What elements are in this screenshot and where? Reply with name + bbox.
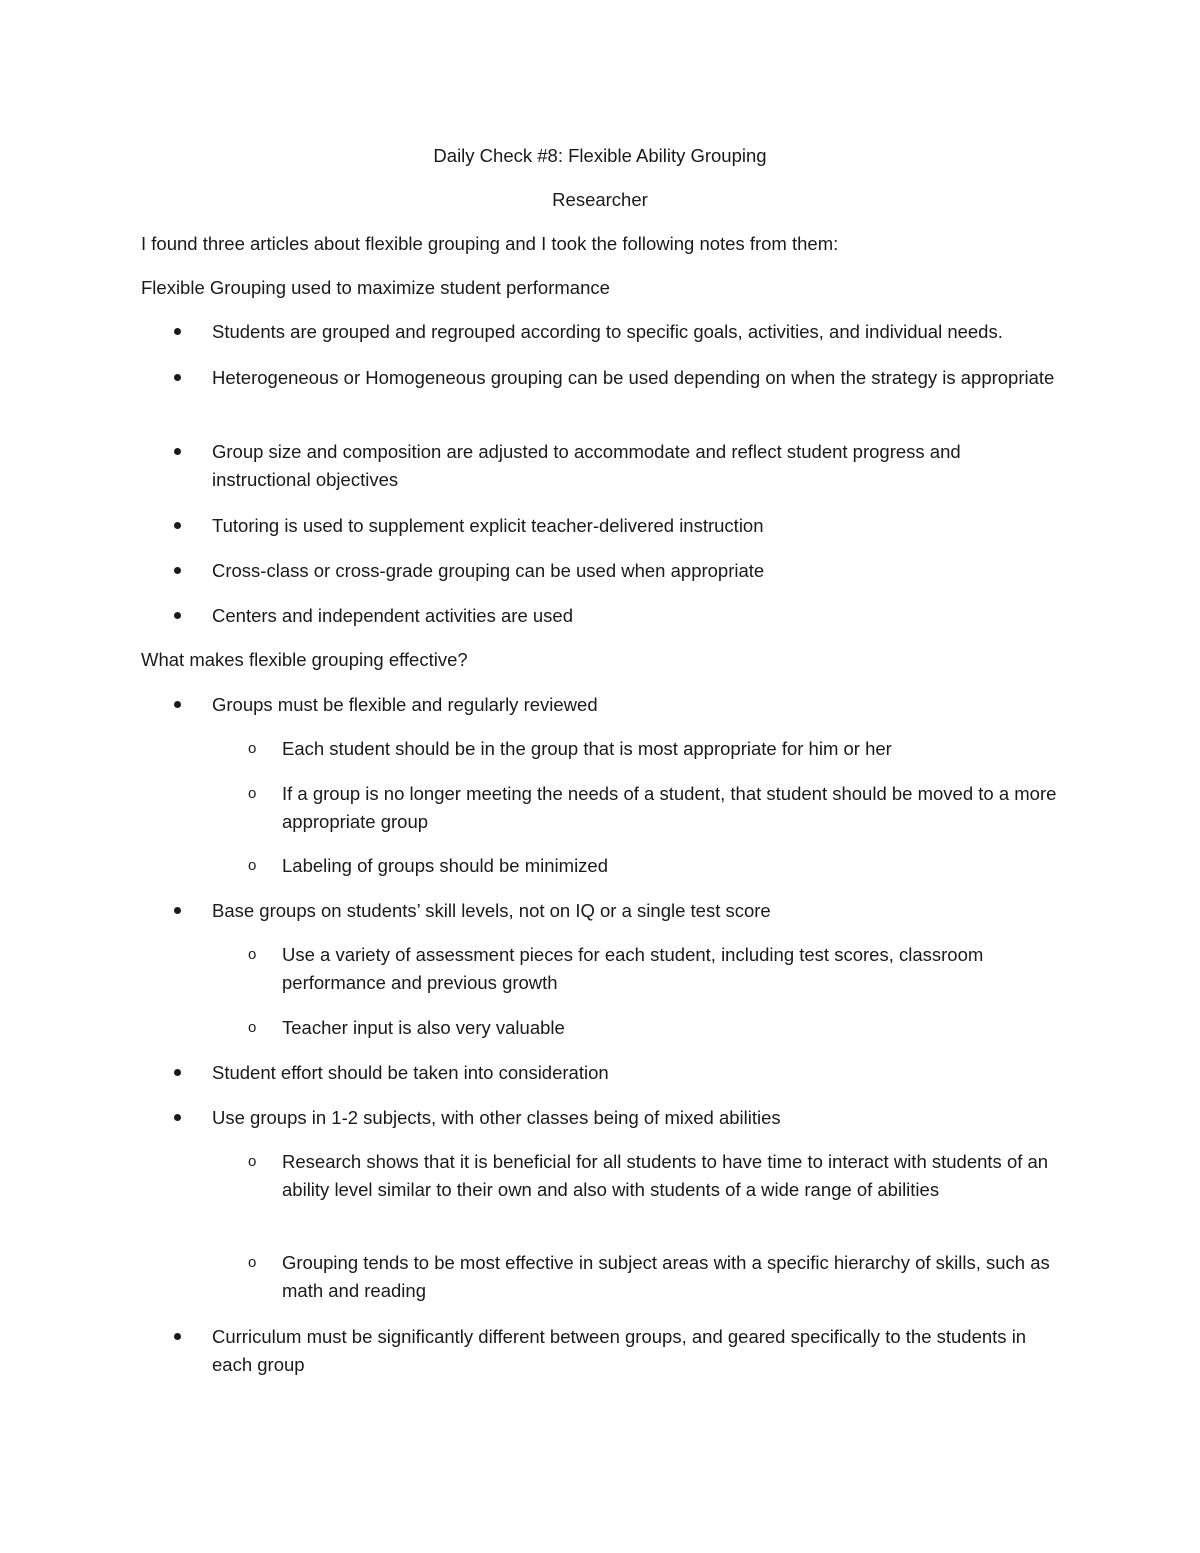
sub-bullet-icon: o <box>248 1019 257 1036</box>
sub-list-item-text: Grouping tends to be most effective in subject areas with a specific hierarchy of skills, such as math and reading <box>282 1252 1050 1301</box>
list-item-text: Cross-class or cross-grade grouping can be used when appropriate <box>212 560 765 581</box>
bullet-icon <box>174 374 181 381</box>
sub-list-item-text: Research shows that it is beneficial for all students to have time to interact with students of an ability level similar to their own and also with students of a wide range of abilities <box>282 1151 1049 1200</box>
sub-bullet-icon: o <box>248 740 257 757</box>
bullet-icon <box>174 328 181 335</box>
list-item-text: Students are grouped and regrouped according to specific goals, activities, and individual needs. <box>212 321 1003 342</box>
list-item-text: Use groups in 1-2 subjects, with other classes being of mixed abilities <box>212 1107 781 1128</box>
bullet-icon <box>174 1069 181 1076</box>
section-heading-performance: Flexible Grouping used to maximize student performance <box>141 277 610 298</box>
author-role: Researcher <box>552 189 648 210</box>
sub-bullet-icon: o <box>248 785 257 802</box>
list-item-text: Centers and independent activities are used <box>212 605 573 626</box>
bullet-icon <box>174 567 181 574</box>
list-item-text: Heterogeneous or Homogeneous grouping can be used depending on when the strategy is appropriate <box>212 367 1055 388</box>
sub-list-item-text: Each student should be in the group that is most appropriate for him or her <box>282 738 892 759</box>
bullet-icon <box>174 448 181 455</box>
intro-paragraph: I found three articles about flexible grouping and I took the following notes from them: <box>141 233 839 254</box>
list-item-text: Student effort should be taken into consideration <box>212 1062 609 1083</box>
bullet-icon <box>174 522 181 529</box>
document-title: Daily Check #8: Flexible Ability Grouping <box>433 145 767 166</box>
bullet-icon <box>174 1114 181 1121</box>
bullet-icon <box>174 612 181 619</box>
bullet-icon <box>174 907 181 914</box>
sub-bullet-icon: o <box>248 1254 257 1271</box>
sub-list-item-text: If a group is no longer meeting the needs of a student, that student should be moved to a more appropriate group <box>282 783 1057 832</box>
list-item-text: Curriculum must be significantly different between groups, and geared specifically to the students in each group <box>212 1326 1027 1375</box>
sub-list-item-text: Labeling of groups should be minimized <box>282 855 609 876</box>
sub-list-item-text: Teacher input is also very valuable <box>282 1017 565 1038</box>
list-item-text: Base groups on students’ skill levels, not on IQ or a single test score <box>212 900 771 921</box>
sub-bullet-icon: o <box>248 946 257 963</box>
list-item-text: Tutoring is used to supplement explicit teacher-delivered instruction <box>212 515 764 536</box>
sub-bullet-icon: o <box>248 1153 257 1170</box>
list-item-text: Group size and composition are adjusted to accommodate and reflect student progress and instructional objectives <box>212 441 961 490</box>
section-heading-effective: What makes flexible grouping effective? <box>141 649 468 670</box>
sub-list-item-text: Use a variety of assessment pieces for each student, including test scores, classroom performance and previous growth <box>282 944 984 993</box>
list-item-text: Groups must be flexible and regularly reviewed <box>212 694 598 715</box>
bullet-icon <box>174 1333 181 1340</box>
sub-bullet-icon: o <box>248 857 257 874</box>
bullet-icon <box>174 701 181 708</box>
